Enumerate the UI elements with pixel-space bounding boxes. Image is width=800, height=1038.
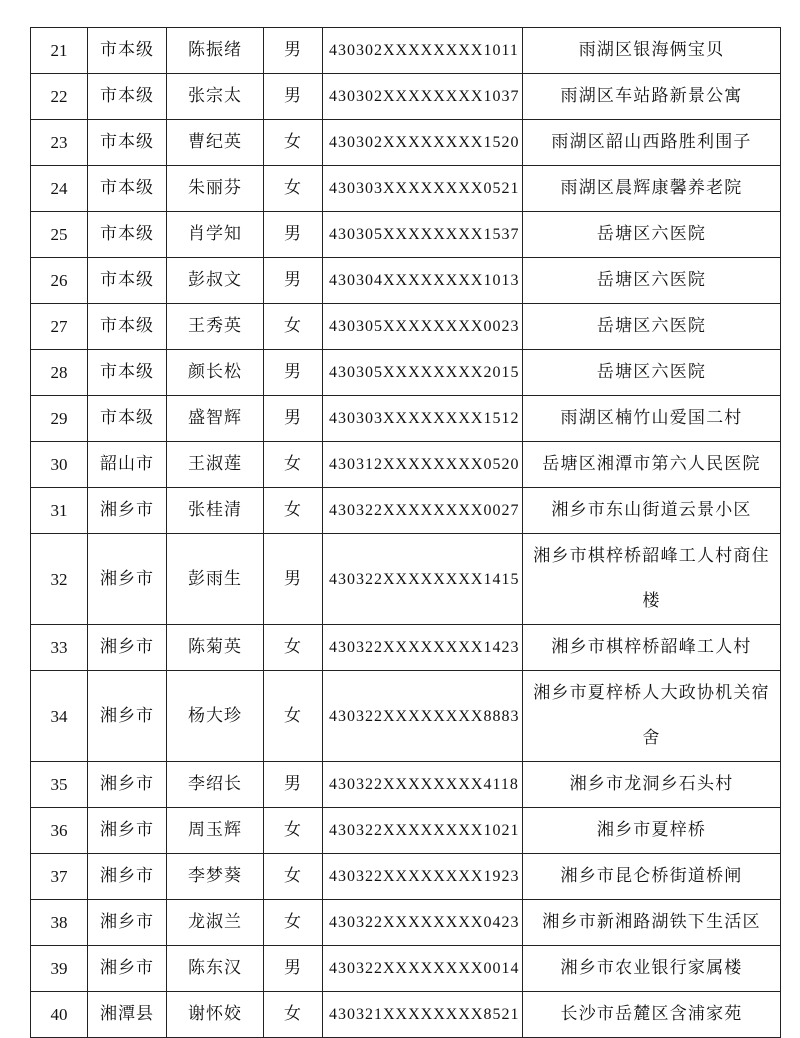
cell-name: 张宗太 [167,74,264,120]
cell-address: 湘乡市夏梓桥人大政协机关宿舍 [523,671,781,762]
cell-area: 湘乡市 [88,762,167,808]
cell-name: 彭雨生 [167,534,264,625]
cell-area: 市本级 [88,120,167,166]
roster-table-body [31,28,781,1038]
cell-address: 雨湖区韶山西路胜利围子 [523,120,781,166]
cell-address: 雨湖区车站路新景公寓 [523,74,781,120]
cell-area: 湘乡市 [88,808,167,854]
cell-id: 430302XXXXXXXX1520 [323,120,523,166]
table-row [31,212,781,258]
cell-gender: 男 [264,212,323,258]
cell-no: 32 [31,534,88,625]
table-row [31,992,781,1038]
cell-gender: 男 [264,534,323,625]
cell-no: 34 [31,671,88,762]
cell-name: 龙淑兰 [167,900,264,946]
cell-address: 湘乡市东山街道云景小区 [523,488,781,534]
cell-area: 湘潭县 [88,992,167,1038]
table-row [31,442,781,488]
roster-table [30,27,781,1038]
table-row [31,854,781,900]
cell-no: 36 [31,808,88,854]
cell-name: 王秀英 [167,304,264,350]
cell-address: 湘乡市农业银行家属楼 [523,946,781,992]
cell-address: 岳塘区六医院 [523,212,781,258]
cell-area: 市本级 [88,258,167,304]
cell-address: 湘乡市龙洞乡石头村 [523,762,781,808]
cell-area: 湘乡市 [88,671,167,762]
cell-address: 湘乡市昆仑桥街道桥闸 [523,854,781,900]
cell-no: 30 [31,442,88,488]
cell-address: 岳塘区六医院 [523,350,781,396]
cell-gender: 女 [264,488,323,534]
cell-name: 李绍长 [167,762,264,808]
cell-id: 430305XXXXXXXX2015 [323,350,523,396]
cell-no: 35 [31,762,88,808]
cell-area: 湘乡市 [88,900,167,946]
cell-no: 33 [31,625,88,671]
cell-gender: 女 [264,992,323,1038]
cell-area: 市本级 [88,28,167,74]
cell-gender: 女 [264,166,323,212]
cell-id: 430302XXXXXXXX1011 [323,28,523,74]
table-row [31,808,781,854]
cell-name: 颜长松 [167,350,264,396]
cell-name: 王淑莲 [167,442,264,488]
cell-name: 盛智辉 [167,396,264,442]
cell-address: 湘乡市新湘路湖铁下生活区 [523,900,781,946]
cell-name: 周玉辉 [167,808,264,854]
cell-id: 430322XXXXXXXX1423 [323,625,523,671]
cell-id: 430302XXXXXXXX1037 [323,74,523,120]
table-row [31,396,781,442]
cell-no: 38 [31,900,88,946]
cell-name: 李梦葵 [167,854,264,900]
cell-no: 31 [31,488,88,534]
cell-no: 29 [31,396,88,442]
cell-id: 430322XXXXXXXX4118 [323,762,523,808]
cell-name: 陈东汉 [167,946,264,992]
cell-no: 24 [31,166,88,212]
cell-gender: 女 [264,808,323,854]
table-row [31,28,781,74]
cell-no: 22 [31,74,88,120]
cell-area: 市本级 [88,74,167,120]
cell-gender: 男 [264,946,323,992]
cell-address: 湘乡市棋梓桥韶峰工人村 [523,625,781,671]
cell-id: 430312XXXXXXXX0520 [323,442,523,488]
cell-gender: 男 [264,350,323,396]
cell-gender: 女 [264,442,323,488]
cell-no: 26 [31,258,88,304]
cell-address: 湘乡市夏梓桥 [523,808,781,854]
cell-gender: 男 [264,74,323,120]
table-row [31,946,781,992]
cell-id: 430303XXXXXXXX0521 [323,166,523,212]
cell-gender: 女 [264,120,323,166]
table-row [31,166,781,212]
cell-id: 430303XXXXXXXX1512 [323,396,523,442]
cell-id: 430322XXXXXXXX0027 [323,488,523,534]
cell-gender: 女 [264,671,323,762]
cell-address: 岳塘区湘潭市第六人民医院 [523,442,781,488]
cell-no: 27 [31,304,88,350]
cell-id: 430321XXXXXXXX8521 [323,992,523,1038]
cell-gender: 女 [264,854,323,900]
table-row [31,762,781,808]
cell-address: 长沙市岳麓区含浦家苑 [523,992,781,1038]
cell-id: 430305XXXXXXXX1537 [323,212,523,258]
table-row [31,120,781,166]
cell-area: 湘乡市 [88,854,167,900]
cell-address: 湘乡市棋梓桥韶峰工人村商住楼 [523,534,781,625]
cell-area: 湘乡市 [88,488,167,534]
cell-id: 430322XXXXXXXX0423 [323,900,523,946]
cell-name: 彭叔文 [167,258,264,304]
cell-id: 430305XXXXXXXX0023 [323,304,523,350]
cell-name: 陈菊英 [167,625,264,671]
table-row [31,625,781,671]
cell-name: 张桂清 [167,488,264,534]
cell-no: 28 [31,350,88,396]
cell-name: 曹纪英 [167,120,264,166]
cell-name: 杨大珍 [167,671,264,762]
cell-gender: 女 [264,625,323,671]
cell-address: 岳塘区六医院 [523,304,781,350]
cell-no: 40 [31,992,88,1038]
cell-id: 430322XXXXXXXX0014 [323,946,523,992]
table-row [31,900,781,946]
cell-id: 430304XXXXXXXX1013 [323,258,523,304]
cell-no: 25 [31,212,88,258]
cell-address: 雨湖区银海俩宝贝 [523,28,781,74]
cell-no: 39 [31,946,88,992]
cell-area: 湘乡市 [88,534,167,625]
table-row [31,350,781,396]
cell-name: 肖学知 [167,212,264,258]
cell-gender: 女 [264,304,323,350]
cell-gender: 女 [264,900,323,946]
cell-area: 市本级 [88,212,167,258]
cell-gender: 男 [264,258,323,304]
cell-name: 谢怀姣 [167,992,264,1038]
cell-area: 湘乡市 [88,625,167,671]
cell-no: 37 [31,854,88,900]
cell-no: 23 [31,120,88,166]
cell-id: 430322XXXXXXXX1415 [323,534,523,625]
cell-address: 雨湖区楠竹山爱国二村 [523,396,781,442]
cell-area: 市本级 [88,396,167,442]
cell-area: 韶山市 [88,442,167,488]
cell-name: 朱丽芬 [167,166,264,212]
cell-no: 21 [31,28,88,74]
cell-gender: 男 [264,762,323,808]
cell-address: 岳塘区六医院 [523,258,781,304]
cell-name: 陈振绪 [167,28,264,74]
table-row [31,258,781,304]
table-row [31,304,781,350]
cell-address: 雨湖区晨辉康馨养老院 [523,166,781,212]
table-row [31,488,781,534]
cell-gender: 男 [264,28,323,74]
table-row [31,74,781,120]
cell-area: 湘乡市 [88,946,167,992]
cell-id: 430322XXXXXXXX1021 [323,808,523,854]
cell-area: 市本级 [88,166,167,212]
cell-area: 市本级 [88,304,167,350]
table-row [31,671,781,762]
table-row [31,534,781,625]
cell-gender: 男 [264,396,323,442]
cell-id: 430322XXXXXXXX8883 [323,671,523,762]
cell-area: 市本级 [88,350,167,396]
cell-id: 430322XXXXXXXX1923 [323,854,523,900]
